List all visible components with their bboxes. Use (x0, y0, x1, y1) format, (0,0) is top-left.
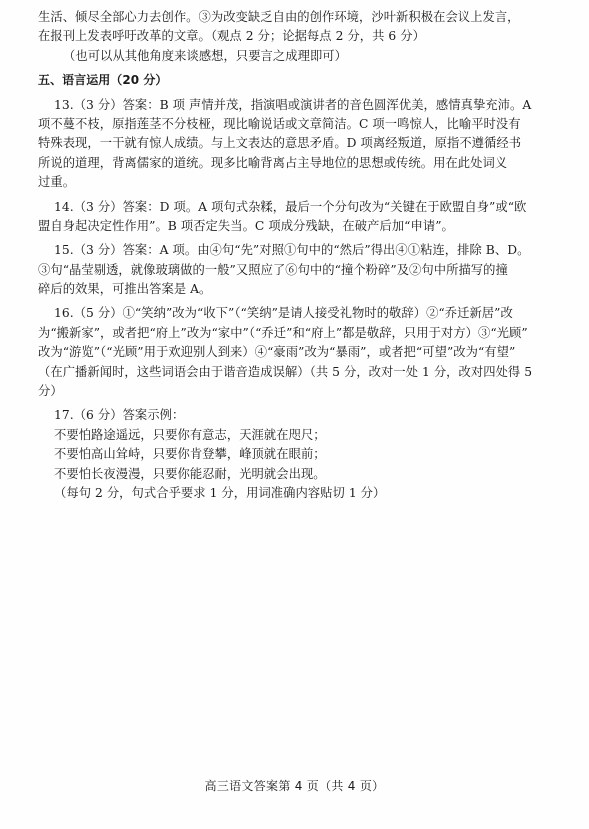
page-footer: 高三语文答案第 4 页（共 4 页） (204, 779, 385, 793)
q17-example: 不要怕路途遥远，只要你有意志，天涯就在咫尺； (54, 427, 326, 442)
question-15 (38, 241, 564, 299)
q13-line: 过重。 (38, 175, 76, 190)
q16-line: 分） (38, 384, 63, 399)
intro-line-1: 生活、倾尽全部心力去创作。③为改变缺乏自由的创作环境，沙叶新积极在会议上发言， (38, 10, 520, 24)
q15-line: ③句“晶莹剔透，就像玻璃做的一般”又照应了⑥句中的“撞个粉碎”及②句中所描写的撞 (38, 262, 508, 277)
q17-example: 不要怕高山耸峙，只要你肯登攀，峰顶就在眼前； (54, 447, 326, 462)
q17-example: 不要怕长夜漫漫，只要你能忍耐，光明就会出现。 (54, 466, 326, 481)
question-13 (38, 96, 564, 193)
page-content (38, 8, 564, 503)
q17-scoring: （每句 2 分，句式合乎要求 1 分，用词准确内容贴切 1 分） (54, 485, 386, 500)
intro-line-3: （也可以从其他角度来谈感想，只要言之成理即可） (63, 48, 347, 63)
q13-line: 所说的道理，背离儒家的道统。现多比喻背离占主导地位的思想或传统。用在此处词义 (38, 155, 508, 170)
question-16 (38, 304, 564, 401)
intro-line-2: 在报刊上发表呼吁改革的文章。（观点 2 分；论据每点 2 分，共 6 分） (38, 29, 425, 44)
question-17 (38, 406, 564, 503)
section-title: 五、语言运用（20 分） (38, 73, 168, 88)
q17-heading: 17.（6 分）答案示例： (54, 408, 185, 423)
q14-line: 14.（3 分）答案：D 项。A 项句式杂糅，最后一个分句改为“关键在于欧盟自身”或“欧 (54, 199, 527, 214)
question-14 (38, 198, 564, 237)
q15-line: 碎后的效果，可推出答案是 A。 (38, 282, 212, 297)
q15-line: 15.（3 分）答案：A 项。由④句“先”对照①句中的“然后”得出④①粘连，排除 B、D。 (54, 243, 530, 258)
q13-line: 项不蔓不枝，原指莲茎不分枝桠，现比喻说话或文章简洁。C 项一鸣惊人，比喻平时没有 (38, 116, 521, 131)
q16-line: 16.（5 分）①“笑纳”改为“收下”（“笑纳”是请人接受礼物时的敬辞）②“乔迁新居”改 (54, 306, 513, 321)
q16-line: 为“搬新家”，或者把“府上”改为“家中”（“乔迁”和“府上”都是敬辞，只用于对方）③“光顾” (38, 325, 528, 340)
q14-line: 盟自身起决定性作用”。B 项否定失当。C 项成分残缺，在破产后加“申请”。 (38, 218, 454, 233)
q13-line: 13.（3 分）答案：B 项 声情并茂，指演唱或演讲者的音色圆浑优美，感情真挚充沛。A (54, 97, 532, 112)
q16-line: 改为“游览”（“光顾”用于欢迎别人到来）④“豪雨”改为“暴雨”，或者把“可望”改为“有望” (38, 345, 516, 360)
q16-line: （在广播新闻时，这些词语会由于谐音造成误解）（共 5 分，改对一处 1 分，改对四处得 5 (38, 364, 533, 379)
q13-line: 特殊表现，一干就有惊人成绩。与上文表达的意思矛盾。D 项离经叛道，原指不遵循经书 (38, 136, 522, 151)
